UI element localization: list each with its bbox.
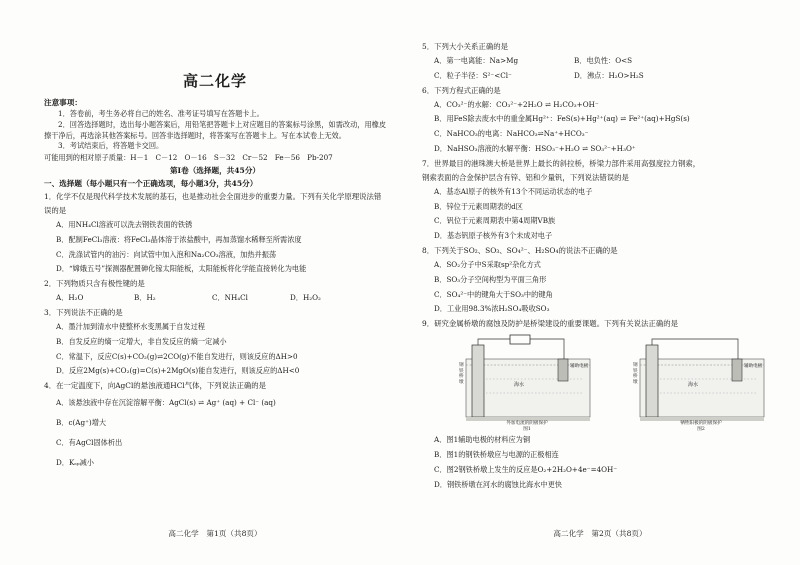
option-c: C．图2钢铁桥墩上发生的反应是O₂+2H₂O+4e⁻=4OH⁻: [434, 464, 618, 474]
option-c: C．洗涤试管内的油污：向试管中加入泡和Na₂CO₃溶液，加热并振荡: [56, 249, 277, 259]
question-stem: 3．下列说法不正确的是: [44, 307, 123, 317]
notice-item-2: 2．回答选择题时，选出每小题答案后，用铅笔把答题卡上对应题目的答案标号涂黑，如需改动，用橡皮擦干净后，再选涂其他答案标号。回答非选择题时，将答案写在答题卡上。写在本试卷上无效。: [44, 119, 387, 140]
option-a: A．墨汁加到清水中使整杯水变黑属于自发过程: [56, 321, 205, 331]
option-d: D．基态钒原子核外有3个未成对电子: [434, 231, 553, 241]
figure-1-caption: [452, 420, 602, 432]
volume-heading: 第Ⅰ卷（选择题，共45分）: [169, 165, 261, 175]
option-a: A．CO₃²⁻的水解：CO₃²⁻+2H₂O ⇌ H₂CO₃+OH⁻: [434, 99, 599, 109]
option-d: D．“嫦娥五号”探测器配置砷化镓太阳能板，太阳能板将化学能直接转化为电能: [56, 264, 307, 274]
question-3: [44, 306, 386, 379]
question-8: [422, 244, 782, 317]
atomic-masses: 可能用到的相对原子质量：H－1 C－12 O－16 S－32 Cr－52 Fe－56 Pb-207: [44, 153, 333, 163]
option-d: D．反应2Mg(s)+CO₂(g)=C(s)+2MgO(s)能自发进行，则该反应的ΔH<0: [56, 366, 300, 376]
question-2: [44, 277, 386, 306]
option-b: B．H₂: [134, 293, 156, 303]
question-stem: 4．在一定温度下，向AgCl的悬浊液通HCl气体，下列说法正确的是: [44, 381, 267, 391]
option-c: C．SO₄²⁻中的键角大于SO₃中的键角: [434, 289, 553, 299]
option-c: C．常温下，反应C(s)+CO₂(g)⇌2CO(g)不能自发进行，则该反应的ΔH>0: [56, 351, 298, 361]
pier-label: 钢铁桥墩: [633, 363, 638, 385]
figure-1-caption-text: 外加电流的阴极保护: [506, 421, 548, 427]
question-stem: 2．下列物质只含有极性键的是: [44, 279, 145, 289]
electrode-label: 辅助电极: [744, 364, 763, 370]
question-stem-line-2: 钢索表面的合金保护层含有锌、铝和少量钒，下列说法错误的是: [422, 172, 629, 182]
notice-heading: 注意事项：: [44, 98, 82, 107]
option-a: A．图1辅助电极的材料应为铜: [434, 435, 531, 445]
option-d: D．NaHSO₃溶液的水解平衡：HSO₃⁻+H₂O ⇌ SO₃²⁻+H₃O⁺: [434, 143, 636, 153]
question-9: [422, 317, 782, 492]
option-a: A．H₂O: [56, 293, 84, 303]
question-7: [422, 157, 782, 244]
option-c: C．NaHCO₃的电离：NaHCO₃⇌Na⁺+HCO₃⁻: [434, 129, 589, 139]
option-c: C．钒位于元素周期表中第4周期VB族: [434, 216, 556, 226]
pier-label: 钢铁桥墩: [459, 363, 464, 385]
figure-1: [452, 333, 602, 431]
figures-row: [422, 333, 782, 431]
page-footer: 高二化学 第2页（共8页）: [553, 529, 647, 538]
options-row: [422, 69, 782, 84]
figure-1-drawing: [452, 333, 602, 431]
option-d: D．H₂O₂: [290, 293, 321, 303]
notice-item-1: 1．答卷前，考生务必将自己的姓名、准考证号填写在答题卡上。: [58, 109, 264, 118]
section-heading: 一、选择题（每小题只有一个正确选项，每小题3分，共45分）: [44, 178, 258, 188]
option-a: A．基态Al原子的核外有13个不同运动状态的电子: [434, 186, 593, 196]
option-d: D．Kₛₚ减小: [56, 458, 94, 468]
option-b: B．c(Ag⁺)增大: [56, 418, 107, 428]
figure-2-caption: [626, 420, 776, 432]
option-b: B．配制FeCl₃溶液：将FeCl₃晶体溶于浓盐酸中，再加蒸馏水稀释至所需浓度: [56, 234, 302, 244]
options-row: [422, 54, 782, 69]
option-b: B．用FeS除去废水中的重金属Hg²⁺：FeS(s)+Hg²⁺(aq) ⇌ Fe²⁺(aq)+HgS(s): [434, 114, 690, 124]
electrode-label: 辅助电极: [570, 364, 589, 370]
option-d: D．沸点：H₂O>H₂S: [574, 70, 644, 80]
option-a: A．SO₂分子中S采取sp²杂化方式: [434, 259, 541, 269]
option-b: B．锌位于元素周期表的d区: [434, 201, 523, 211]
option-c: C．NH₄Cl: [212, 293, 248, 303]
question-6: [422, 84, 782, 157]
question-stem: 1．化学不仅是现代科学技术发展的基石，也是推动社会全面进步的重要力量。下列有关化学原理说法错误的是: [44, 191, 382, 215]
option-d: D．钢铁桥墩在河水的腐蚀比海水中更快: [434, 479, 562, 489]
water-label: 海水: [688, 382, 699, 389]
figure-2-name: 图2: [697, 427, 705, 433]
page-footer: 高二化学 第1页（共8页）: [168, 529, 262, 538]
question-stem: 6．下列方程式正确的是: [422, 85, 501, 95]
question-stem-line-1: 7．世界最目的港珠澳大桥是世界上最长的斜拉桥，桥梁力部件采用高强度拉力钢索，: [422, 158, 701, 168]
question-1: [44, 190, 386, 277]
option-a: A．用NH₄Cl溶液可以洗去钢铁表面的铁锈: [56, 219, 193, 229]
option-c: C．有AgCl固体析出: [56, 438, 123, 448]
question-stem: 8．下列关于SO₂、SO₃、SO₄²⁻、H₂SO₄的说法不正确的是: [422, 245, 618, 255]
figure-1-name: 图1: [523, 427, 531, 433]
option-b: B．SO₃分子空间构型为平面三角形: [434, 274, 547, 284]
question-5: [422, 40, 782, 84]
page-2: [400, 0, 800, 565]
figure-2-drawing: [626, 333, 776, 431]
water-label: 海水: [514, 382, 525, 389]
question-stem: 5．下列大小关系正确的是: [422, 42, 509, 51]
options-row: [44, 291, 386, 306]
question-stem: 9．研究金属桥墩的腐蚀及防护是桥梁建设的重要课题。下列有关说法正确的是: [422, 319, 678, 329]
option-b: B．电负性：O<S: [574, 56, 633, 65]
figure-2-caption-text: 牺牲阳极的阴极保护: [680, 421, 722, 427]
page-title: 高二化学: [182, 72, 247, 90]
option-c: C．粒子半径：S²⁻<Cl⁻: [434, 70, 512, 80]
option-a: A．该悬浊液中存在沉淀溶解平衡：AgCl(s) ⇌ Ag⁺ (aq) + Cl⁻ (aq): [56, 398, 276, 408]
option-d: D．工业用98.3%浓H₂SO₄吸收SO₃: [434, 304, 550, 314]
notice-item-3: 3．考试结束后，将答题卡交回。: [58, 141, 164, 151]
figure-2: [626, 333, 776, 431]
option-b: B．自发反应的熵一定增大，非自发反应的熵一定减小: [56, 336, 227, 346]
question-4: [44, 379, 386, 473]
option-b: B．图1的钢铁桥墩应与电源的正极相连: [434, 449, 559, 459]
option-a: A．第一电离能：Na>Mg: [434, 56, 519, 65]
